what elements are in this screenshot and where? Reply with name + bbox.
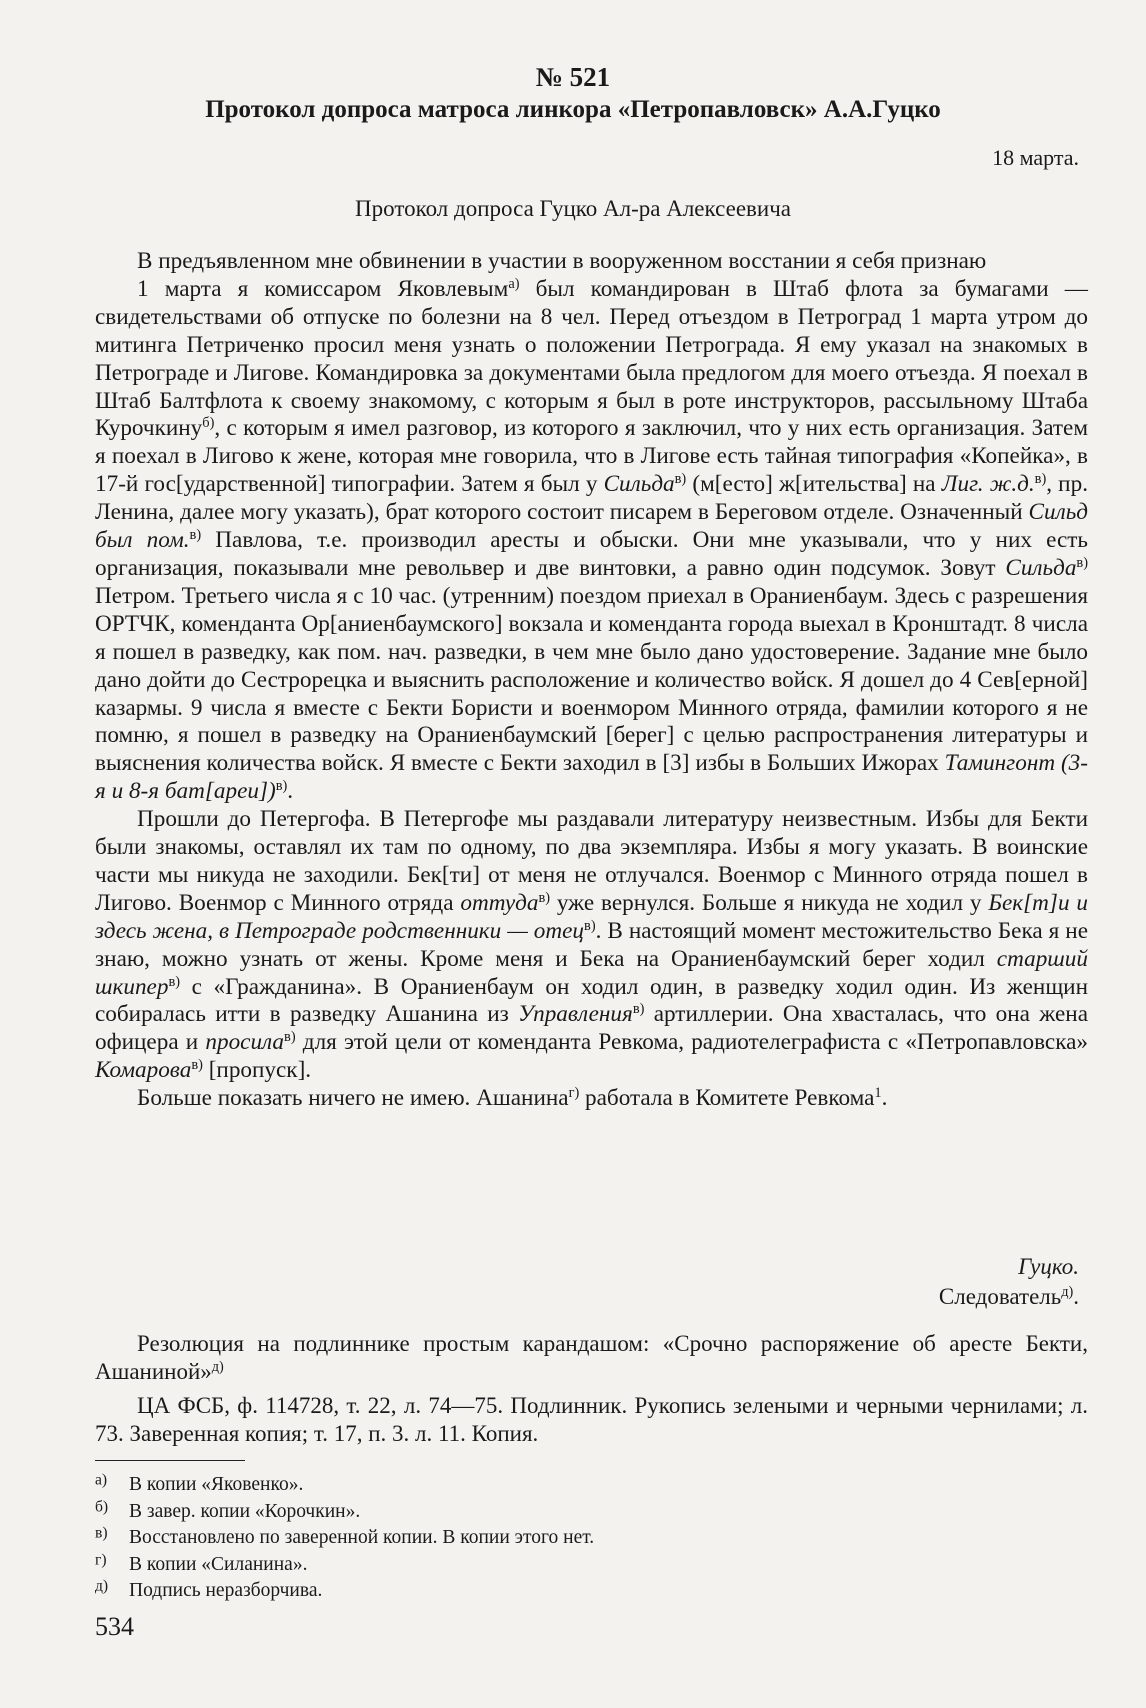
- paragraph-1: В предъявленном мне обвинении в участии в вооруженном восстании я себя признаю: [137, 248, 987, 274]
- footnote-ref: в): [189, 527, 202, 544]
- footnote-ref: в): [674, 471, 687, 488]
- investigator-signature: Следователь$^{д)}$.: [938, 1284, 1079, 1309]
- footnote-item: $^{а)}$ В копии «Яковенко».: [95, 1471, 304, 1495]
- footnote-ref: в): [538, 889, 551, 906]
- footnote-ref: в): [1076, 555, 1088, 572]
- footnote-ref: в): [1034, 471, 1047, 488]
- paragraph-2: 1 марта я комиссаром Яковлевым$^{а)}$ был командирован в Штаб флота за бумагами — свидетельствами об отпуске по болезни на 8 чел. Перед отъездом в Петроград 1 марта утром до митинга Петриченко просил меня узнать о положении Петрограда. Я ему указал на знакомых в Петрограде и Лигове. Командировка за документами была предлогом для моего отъезда. Я поехал в Штаб Балтфлота к своему знакомому, с которым я был в роте инструкторов, рассыльному Штаба Курочкину$^{б)}$, с которым я имел разговор, из которого я заключил, что у них есть организация. Затем я поехал в Лигово к жене, которая мне говорила, что в Лигове есть тайная типография «Копейка», в 17-й гос[ударственной] типографии. Затем я был у Сильда$^{в)}$ (м[есто] ж[ительства] на Лиг. ж.д.$^{в)}$, пр. Ленина, далее могу указать), брат которого состоит писарем в Береговом отделе. Означенный Сильд был пом.$^{в)}$ Павлова, т.е. производил аресты и обыски. Они мне указывали, что у них есть организация, показывали мне револьвер и две винтовки, а равно один подсумок. Зовут Сильда$^{в)}$ Петром. Третьего числа я с 10 час. (утренним) поездом приехал в Ораниенбаум. Здесь с разрешения ОРТЧК, коменданта Ор[аниенбаумского] вокзала и коменданта города выехал в Кронштадт. 8 числа я пошел в разведку, как пом. нач. разведки, в чем мне было дано удостоверение. Задание мне было дано дойти до Сестрорецка и выяснить расположение и количество войск. Я дошел до 4 Сев[ерной] казармы. 9 числа я вместе с Бекти Бористи и военмором Минного отряда, фамилии которого я не помню, я пошел в разведку на Ораниенбаумский [берег] с целью распространения литературы и выяснения количества войск. Я вместе с Бекти заходил в [3] избы в Больших Ижорах Тамингонт (3-я и 8-я бат[ареи])$^{в)}$.: [95, 275, 1088, 805]
- footnote-ref: б): [202, 415, 215, 432]
- footnote-ref: 1: [874, 1085, 882, 1102]
- footnote-item: $^{б)}$ В завер. копии «Корочкин».: [95, 1498, 361, 1522]
- footnote-ref: в): [284, 1029, 296, 1046]
- footnote-ref: в): [584, 917, 596, 934]
- protocol-body: [95, 248, 1088, 1113]
- footnote-ref: в): [275, 778, 288, 795]
- footnote-ref: г): [568, 1085, 580, 1102]
- document-number: № 521: [535, 62, 611, 92]
- document-subtitle: Протокол допроса Гуцко Ал-ра Алексеевича: [355, 196, 791, 221]
- footnote-ref: а): [508, 276, 520, 292]
- footnote-item: $^{д)}$ Подпись неразборчива.: [95, 1577, 323, 1601]
- footnote-ref: в): [191, 1057, 203, 1074]
- document-title: Протокол допроса матроса линкора «Петропавловск» А.А.Гуцко: [205, 96, 941, 123]
- paragraph-3: Прошли до Петергофа. В Петергофе мы раздавали литературу неизвестным. Избы для Бекти были знакомы, оставлял их там по одному, по два экземпляра. Избы я могу указать. В воинские части мы никуда не заходили. Бек[ти] от меня не отлучался. Военмор с Минного отряда пошел в Лигово. Военмор с Минного отряда оттуда$^{в)}$ уже вернулся. Больше я никуда не ходил у Бек[т]и и здесь жена, в Петрограде родственники — отец$^{в)}$. В настоящий момент местожительство Бека я не знаю, можно узнать от жены. Кроме меня и Бека на Ораниенбаумский берег ходил старший шкипер$^{в)}$ с «Гражданина». В Ораниенбаум он ходил один, в разведку ходил один. Из женщин собиралась итти в разведку Ашанина из Управления$^{в)}$ артиллерии. Она хвасталась, что она жена офицера и просила$^{в)}$ для этой цели от коменданта Ревкома, радиотелеграфиста с «Петропавловска» Комарова$^{в)}$ [пропуск].: [95, 806, 1089, 1084]
- footnote-item: $^{в)}$ Восстановлено по заверенной копии. В копии этого нет.: [95, 1524, 595, 1548]
- footnote-divider: [95, 1460, 245, 1461]
- archive-reference: ЦА ФСБ, ф. 114728, т. 22, л. 74—75. Подлинник. Рукопись зелеными и черными чернилами; л. 73. Заверенная копия; т. 17, п. 3. л. 11. Копия.: [95, 1393, 1088, 1446]
- document-date: 18 марта.: [992, 145, 1079, 170]
- paragraph-4: Больше показать ничего не имею. Ашанина$^{г)}$ работала в Комитете Ревкома$^1$.: [137, 1085, 888, 1112]
- signature: Гуцко.: [1018, 1254, 1079, 1279]
- footnote-ref: в): [168, 973, 181, 990]
- resolution-note: Резолюция на подлиннике простым карандашом: «Срочно распоряжение об аресте Бекти, Ашаниной»$^{д)}$: [95, 1331, 1088, 1384]
- footnote-ref: в): [632, 1001, 645, 1018]
- footnote-item: $^{г)}$ В копии «Силанина».: [95, 1551, 308, 1575]
- footnotes: [95, 1472, 995, 1605]
- page-number: 534: [95, 1612, 134, 1641]
